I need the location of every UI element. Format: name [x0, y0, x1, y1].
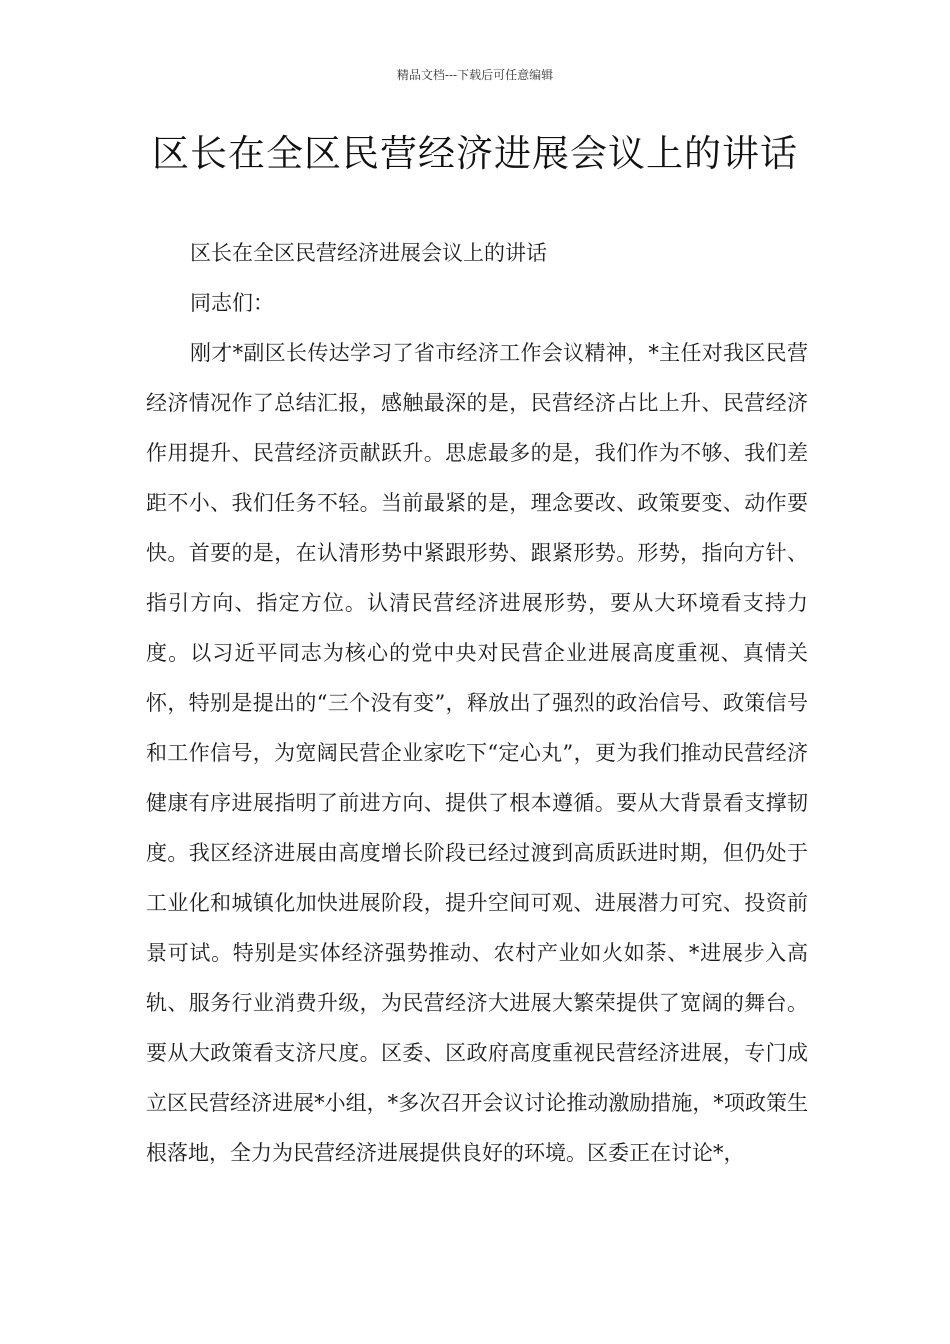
body-paragraph: 刚才*副区长传达学习了省市经济工作会议精神，*主任对我区民营经济情况作了总结汇报，感触最深的是，民营经济占比上升、民营经济作用提升、民营经济贡献跃升。思虑最多的是，我们作为不够、我们差距不小、我们任务不轻。当前最紧的是，理念要改、政策要变、动作要快。首要的是，在认清形势中紧跟形势、跟紧形势。形势，指向方针、指引方向、指定方位。认清民营经济进展形势，要从大环境看支持力度。以习近平同志为核心的党中央对民营企业进展高度重视、真情关怀，特别是提出的“三个没有变”，释放出了强烈的政治信号、政策信号和工作信号，为宽阔民营企业家吃下“定心丸”，更为我们推动民营经济健康有序进展指明了前进方向、提供了根本遵循。要从大背景看支撑韧度。我区经济进展由高度增长阶段已经过渡到高质跃进时期，但仍处于工业化和城镇化加快进展阶段，提升空间可观、进展潜力可究、投资前景可试。特别是实体经济强势推动、农村产业如火如荼、*进展步入高轨、服务行业消费升级，为民营经济大进展大繁荣提供了宽阔的舞台。要从大政策看支济尺度。区委、区政府高度重视民营经济进展，专门成立区民营经济进展*小组，*多次召开会议讨论推动激励措施，*项政策生根落地，全力为民营经济进展提供良好的环境。区委正在讨论*， — [146, 341, 808, 1165]
salutation-paragraph: 同志们： — [190, 291, 274, 315]
subtitle-paragraph: 区长在全区民营经济进展会议上的讲话 — [190, 241, 547, 265]
document-body — [146, 228, 808, 1178]
header-note: 精品文档---下载后可任意编辑 — [396, 68, 554, 82]
document-title: 区长在全区民营经济进展会议上的讲话 — [152, 132, 798, 175]
